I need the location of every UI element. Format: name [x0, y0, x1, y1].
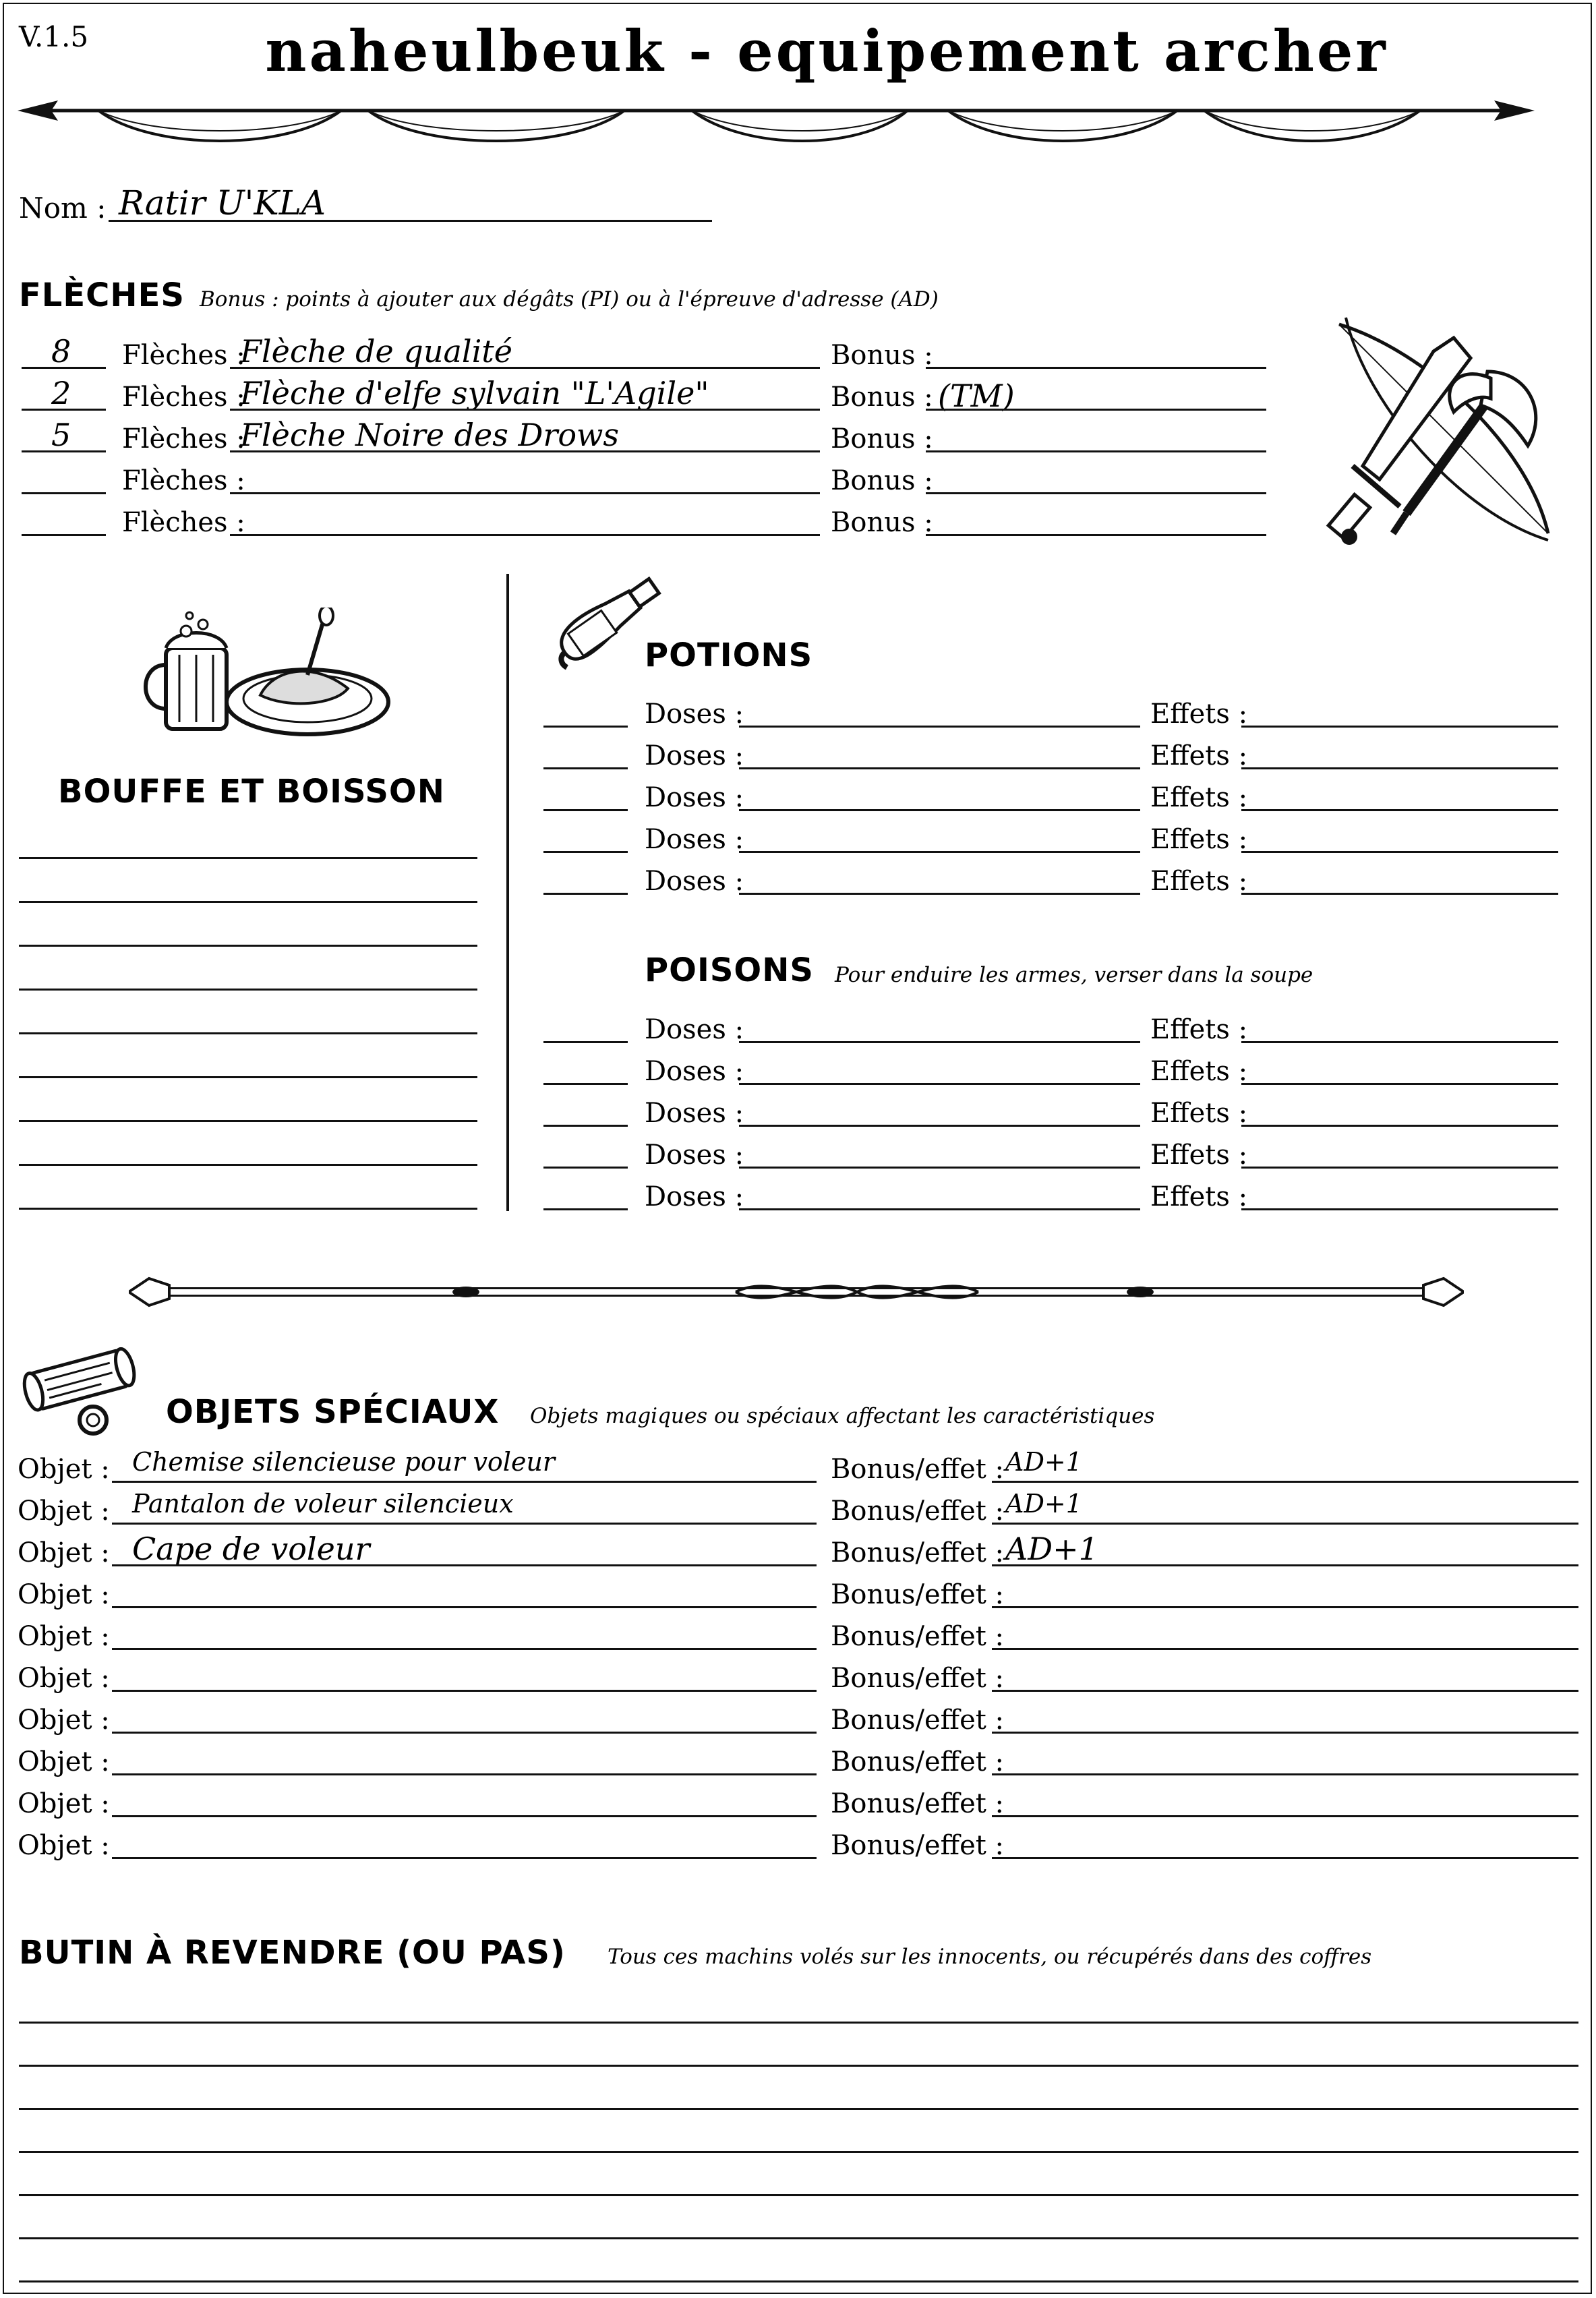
poison-effets-line[interactable] [1241, 1167, 1558, 1169]
bonus-line [926, 450, 1266, 452]
butin-line[interactable] [19, 2108, 1578, 2110]
poison-row [4, 1014, 1582, 1056]
poison-qty-line[interactable] [543, 1041, 628, 1043]
effets-label: Effets : [1150, 782, 1248, 813]
objet-name-line [112, 1773, 817, 1775]
poison-effets-line[interactable] [1241, 1208, 1558, 1210]
bonus-label: Bonus : [831, 465, 933, 496]
effets-label: Effets : [1150, 1014, 1248, 1045]
objet-bonus[interactable]: AD+1 [1005, 1489, 1082, 1519]
poison-doses-line[interactable] [739, 1167, 1140, 1169]
bonus-effet-label: Bonus/effet : [831, 1579, 1005, 1610]
potion-qty-line[interactable] [543, 726, 628, 728]
objet-label: Objet : [18, 1454, 110, 1485]
objet-bonus-line [992, 1606, 1578, 1608]
objet-row [4, 1656, 1582, 1698]
fleches-row [4, 459, 1285, 500]
poison-doses-line[interactable] [739, 1125, 1140, 1127]
effets-label: Effets : [1150, 1181, 1248, 1212]
fleches-list [4, 333, 1285, 549]
effets-label: Effets : [1150, 1056, 1248, 1087]
objets-note: Objets magiques ou spéciaux affectant les caractéristiques [530, 1404, 1155, 1428]
objet-label: Objet : [18, 1705, 110, 1736]
potion-row [4, 740, 1582, 782]
effets-label: Effets : [1150, 699, 1248, 730]
potion-qty-line[interactable] [543, 893, 628, 895]
potion-row [4, 866, 1582, 908]
objet-bonus-line [992, 1564, 1578, 1566]
objet-bonus-line [992, 1732, 1578, 1734]
character-sheet [3, 3, 1592, 2294]
effets-label: Effets : [1150, 824, 1248, 855]
doses-label: Doses : [645, 699, 744, 730]
objet-label: Objet : [18, 1830, 110, 1861]
bonus-effet-label: Bonus/effet : [831, 1788, 1005, 1819]
objet-bonus-line [992, 1523, 1578, 1525]
bonus-line [926, 409, 1266, 411]
bonus-effet-label: Bonus/effet : [831, 1830, 1005, 1861]
weapons-icon [1326, 311, 1568, 554]
objet-row [4, 1740, 1582, 1781]
potion-doses-line[interactable] [739, 809, 1140, 811]
doses-label: Doses : [645, 866, 744, 897]
potions-list [4, 699, 1582, 914]
fleches-heading: FLÈCHES [19, 276, 185, 314]
version-label: V.1.5 [19, 20, 89, 53]
name-line [230, 367, 820, 369]
bonus-label: Bonus : [831, 340, 933, 371]
doses-label: Doses : [645, 1140, 744, 1171]
objet-bonus-line [992, 1690, 1578, 1692]
bonus-effet-label: Bonus/effet : [831, 1746, 1005, 1777]
objet-label: Objet : [18, 1496, 110, 1527]
name-line [230, 492, 820, 494]
objet-bonus[interactable]: AD+1 [1005, 1531, 1098, 1567]
objet-row [4, 1823, 1582, 1865]
potion-effets-line[interactable] [1241, 893, 1558, 895]
poison-doses-line[interactable] [739, 1041, 1140, 1043]
objet-label: Objet : [18, 1746, 110, 1777]
potion-effets-line[interactable] [1241, 726, 1558, 728]
objet-label: Objet : [18, 1579, 110, 1610]
potion-qty-line[interactable] [543, 809, 628, 811]
objet-row [4, 1614, 1582, 1656]
bonus-effet-label: Bonus/effet : [831, 1454, 1005, 1485]
objet-name-line [112, 1732, 817, 1734]
objet-row [4, 1531, 1582, 1572]
nom-line [109, 220, 712, 222]
butin-line[interactable] [19, 2280, 1578, 2282]
bonus-line [926, 492, 1266, 494]
objet-bonus[interactable]: AD+1 [1005, 1447, 1082, 1477]
bonus-effet-label: Bonus/effet : [831, 1537, 1005, 1568]
qty-line [22, 534, 106, 536]
effets-label: Effets : [1150, 866, 1248, 897]
poison-row [4, 1098, 1582, 1140]
potion-qty-line[interactable] [543, 767, 628, 769]
effets-label: Effets : [1150, 740, 1248, 771]
poisons-list [4, 1014, 1582, 1230]
poison-qty-line[interactable] [543, 1125, 628, 1127]
poisons-heading: POISONS [645, 951, 814, 989]
staff-divider-icon [129, 1265, 1464, 1319]
bonus-effet-label: Bonus/effet : [831, 1621, 1005, 1652]
poison-effets-line[interactable] [1241, 1041, 1558, 1043]
butin-line[interactable] [19, 2065, 1578, 2067]
bouffe-heading: BOUFFE ET BOISSON [58, 773, 445, 811]
potion-effets-line[interactable] [1241, 767, 1558, 769]
objet-bonus-line [992, 1648, 1578, 1650]
fleches-bonus[interactable]: (TM) [938, 378, 1015, 414]
bouffe-line[interactable] [19, 945, 477, 947]
nom-label: Nom : [19, 192, 107, 225]
objet-bonus-line [992, 1857, 1578, 1859]
objet-name-line [112, 1523, 817, 1525]
butin-line[interactable] [19, 2194, 1578, 2196]
scroll-ring-icon [19, 1346, 160, 1440]
effets-label: Effets : [1150, 1098, 1248, 1129]
bonus-effet-label: Bonus/effet : [831, 1663, 1005, 1694]
arrow-divider-icon [18, 90, 1535, 151]
potion-effets-line[interactable] [1241, 851, 1558, 853]
objet-row [4, 1489, 1582, 1531]
fleches-row [4, 417, 1285, 459]
poison-qty-line[interactable] [543, 1208, 628, 1210]
bonus-label: Bonus : [831, 423, 933, 454]
bonus-effet-label: Bonus/effet : [831, 1705, 1005, 1736]
potion-row [4, 782, 1582, 824]
fleches-row [4, 375, 1285, 417]
objet-label: Objet : [18, 1537, 110, 1568]
objet-name-line [112, 1815, 817, 1817]
qty-line [22, 492, 106, 494]
qty-line [22, 409, 106, 411]
bonus-label: Bonus : [831, 507, 933, 538]
fleches-qty[interactable]: 8 [51, 333, 71, 370]
butin-line[interactable] [19, 2237, 1578, 2239]
doses-label: Doses : [645, 1098, 744, 1129]
poison-doses-line[interactable] [739, 1083, 1140, 1085]
doses-label: Doses : [645, 1056, 744, 1087]
objet-bonus-line [992, 1773, 1578, 1775]
poison-doses-line[interactable] [739, 1208, 1140, 1210]
potion-doses-line[interactable] [739, 893, 1140, 895]
fleches-name[interactable]: Flèche de qualité [240, 333, 513, 370]
poison-qty-line[interactable] [543, 1167, 628, 1169]
potion-row [4, 699, 1582, 740]
objet-name[interactable]: Chemise silencieuse pour voleur [132, 1447, 556, 1477]
effets-label: Effets : [1150, 1140, 1248, 1171]
butin-line[interactable] [19, 2151, 1578, 2153]
poison-row [4, 1181, 1582, 1223]
qty-line [22, 367, 106, 369]
bouffe-line[interactable] [19, 989, 477, 991]
fleches-label: Flèches : [122, 507, 245, 538]
name-line [230, 534, 820, 536]
bonus-effet-label: Bonus/effet : [831, 1496, 1005, 1527]
fleches-label: Flèches : [122, 423, 245, 454]
objet-name-line [112, 1648, 817, 1650]
objet-label: Objet : [18, 1788, 110, 1819]
bonus-label: Bonus : [831, 382, 933, 413]
poison-qty-line[interactable] [543, 1083, 628, 1085]
objet-label: Objet : [18, 1663, 110, 1694]
potion-effets-line[interactable] [1241, 809, 1558, 811]
page-title: naheulbeuk - equipement archer [265, 18, 1388, 84]
potion-doses-line[interactable] [739, 851, 1140, 853]
objet-name-line [112, 1564, 817, 1566]
butin-note: Tous ces machins volés sur les innocents, ou récupérés dans des coffres [608, 1945, 1372, 1969]
fleches-qty[interactable]: 5 [51, 417, 71, 453]
potion-row [4, 824, 1582, 866]
objet-name-line [112, 1857, 817, 1859]
potion-doses-line[interactable] [739, 767, 1140, 769]
objet-name[interactable]: Cape de voleur [132, 1531, 370, 1567]
poison-effets-line[interactable] [1241, 1083, 1558, 1085]
poison-row [4, 1056, 1582, 1098]
objet-name-line [112, 1481, 817, 1483]
potion-doses-line[interactable] [739, 726, 1140, 728]
name-line [230, 409, 820, 411]
bonus-line [926, 534, 1266, 536]
poison-effets-line[interactable] [1241, 1125, 1558, 1127]
fleches-label: Flèches : [122, 382, 245, 413]
poisons-note: Pour enduire les armes, verser dans la soupe [835, 963, 1313, 987]
fleches-row [4, 333, 1285, 375]
doses-label: Doses : [645, 782, 744, 813]
fleches-row [4, 500, 1285, 542]
doses-label: Doses : [645, 824, 744, 855]
objet-name-line [112, 1606, 817, 1608]
objets-heading: OBJETS SPÉCIAUX [166, 1393, 500, 1431]
fleches-label: Flèches : [122, 465, 245, 496]
potion-qty-line[interactable] [543, 851, 628, 853]
butin-heading: BUTIN À REVENDRE (OU PAS) [19, 1934, 566, 1972]
butin-line[interactable] [19, 2022, 1578, 2024]
fleches-name[interactable]: Flèche Noire des Drows [240, 417, 620, 453]
name-line [230, 450, 820, 452]
objet-row [4, 1698, 1582, 1740]
fleches-qty[interactable]: 2 [51, 375, 71, 411]
objet-label: Objet : [18, 1621, 110, 1652]
objet-name-line [112, 1690, 817, 1692]
doses-label: Doses : [645, 1181, 744, 1212]
bonus-line [926, 367, 1266, 369]
potions-heading: POTIONS [645, 637, 813, 674]
objet-name[interactable]: Pantalon de voleur silencieux [132, 1489, 514, 1519]
objet-row [4, 1572, 1582, 1614]
fleches-label: Flèches : [122, 340, 245, 371]
qty-line [22, 450, 106, 452]
fleches-note: Bonus : points à ajouter aux dégâts (PI) ou à l'épreuve d'adresse (AD) [200, 287, 939, 312]
nom-value[interactable]: Ratir U'KLA [119, 183, 326, 223]
objet-row [4, 1781, 1582, 1823]
poison-row [4, 1140, 1582, 1181]
fleches-name[interactable]: Flèche d'elfe sylvain "L'Agile" [240, 375, 709, 411]
objet-bonus-line [992, 1481, 1578, 1483]
doses-label: Doses : [645, 1014, 744, 1045]
objet-row [4, 1447, 1582, 1489]
doses-label: Doses : [645, 740, 744, 771]
objet-bonus-line [992, 1815, 1578, 1817]
objets-list [4, 1447, 1582, 1872]
